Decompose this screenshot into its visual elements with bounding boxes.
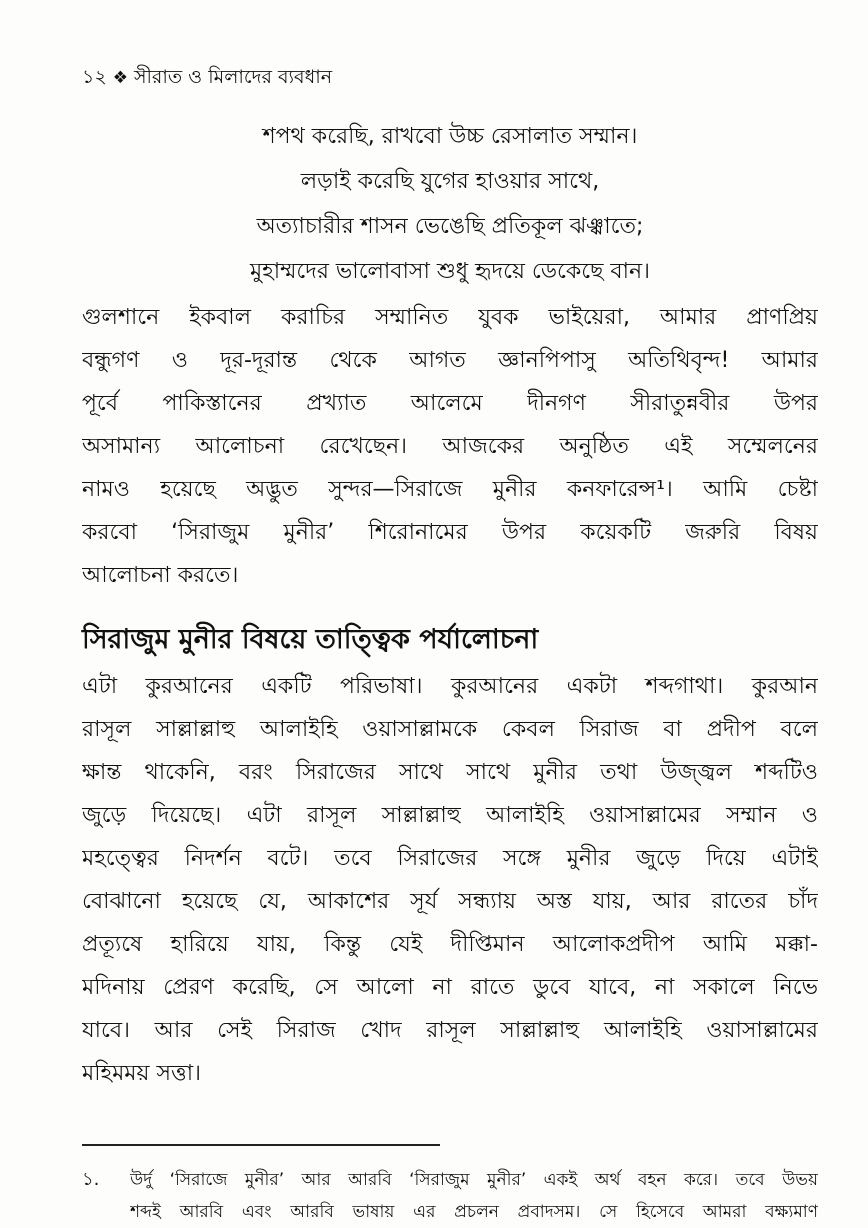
- paragraph-line: পূর্বে পাকিস্তানের প্রখ্যাত আলেমে দীনগণ সীরাতুন্নবীর উপর: [82, 391, 818, 416]
- paragraph-line: এটা কুরআনের একটি পরিভাষা। কুরআনের একটা শব্দগাথা। কুরআন: [82, 674, 818, 699]
- running-header: [82, 62, 332, 93]
- body-paragraph: [82, 665, 818, 1095]
- paragraph-line: বোঝানো হয়েছে যে, আকাশের সূর্য সন্ধ্যায় অস্ত যায়, আর রাতের চাঁদ: [82, 889, 818, 914]
- section-heading: সিরাজুম মুনীর বিষয়ে তাত্ত্বিক পর্যালোচনা: [82, 624, 539, 655]
- ornament-icon: ❖: [112, 68, 128, 88]
- paragraph-line: মহিমময় সত্তা।: [82, 1061, 201, 1086]
- paragraph-line: প্রত্যূষে হারিয়ে যায়, কিন্তু যেই দীপ্তিমান আলোকপ্রদীপ আমি মক্কা-: [82, 932, 818, 957]
- paragraph-line: বন্ধুগণ ও দূর-দূরান্ত থেকে আগত জ্ঞানপিপাসু অতিথিবৃন্দ! আমার: [82, 348, 818, 373]
- footnote-text: [130, 1164, 818, 1228]
- footnote: [82, 1164, 818, 1228]
- verse-line: মুহাম্মদের ভালোবাসা শুধু হৃদয়ে ডেকেছে বান।: [249, 259, 651, 284]
- running-title: সীরাত ও মিলাদের ব্যবধান: [133, 66, 333, 88]
- verse-line: শপথ করেছি, রাখবো উচ্চ রেসালাত সম্মান।: [262, 124, 638, 149]
- intro-paragraph: [82, 296, 818, 597]
- paragraph-line: জুড়ে দিয়েছে। এটা রাসূল সাল্লাল্লাহু আলাইহি ওয়াসাল্লামের সম্মান ও: [82, 803, 818, 828]
- footnote-number: ১.: [82, 1169, 100, 1190]
- page-number: ১২: [82, 66, 107, 88]
- paragraph-line: ক্ষান্ত থাকেনি, বরং সিরাজের সাথে সাথে মুনীর তথা উজ্জ্বল শব্দটিও: [82, 760, 818, 785]
- paragraph-line: মহত্ত্বের নিদর্শন বটে। তবে সিরাজের সঙ্গে মুনীর জুড়ে দিয়ে এটাই: [82, 846, 818, 871]
- paragraph-line: করবো ‘সিরাজুম মুনীর’ শিরোনামের উপর কয়েকটি জরুরি বিষয়: [82, 520, 818, 545]
- verse-line: অত্যাচারীর শাসন ভেঙেছি প্রতিকূল ঝঞ্ঝাতে;: [256, 214, 644, 239]
- footnote-line: উর্দু ‘সিরাজে মুনীর’ আর আরবি ‘সিরাজুম মুনীর’ একই অর্থ বহন করে। তবে উভয়: [130, 1170, 818, 1190]
- paragraph-line: মদিনায় প্রেরণ করেছি, সে আলো না রাতে ডুবে যাবে, না সকালে নিভে: [82, 975, 818, 1000]
- footnote-divider: [82, 1144, 440, 1146]
- paragraph-line: রাসূল সাল্লাল্লাহু আলাইহি ওয়াসাল্লামকে কেবল সিরাজ বা প্রদীপ বলে: [82, 717, 818, 742]
- footnote-line: শব্দই আরবি এবং আরবি ভাষায় এর প্রচলন প্রবাদসম। সে হিসেবে আমরা বক্ষ্যমাণ: [130, 1202, 818, 1222]
- verse-block: [82, 114, 818, 294]
- paragraph-line: আলোচনা করতে।: [82, 563, 239, 588]
- verse-line: লড়াই করেছি যুগের হাওয়ার সাথে,: [300, 169, 600, 194]
- paragraph-line: অসামান্য আলোচনা রেখেছেন। আজকের অনুষ্ঠিত এই সম্মেলনের: [82, 434, 818, 459]
- paragraph-line: নামও হয়েছে অদ্ভুত সুন্দর—সিরাজে মুনীর কনফারেন্স¹। আমি চেষ্টা: [82, 477, 818, 502]
- paragraph-line: গুলশানে ইকবাল করাচির সম্মানিত যুবক ভাইয়েরা, আমার প্রাণপ্রিয়: [82, 305, 818, 330]
- paragraph-line: যাবে। আর সেই সিরাজ খোদ রাসূল সাল্লাল্লাহু আলাইহি ওয়াসাল্লামের: [82, 1018, 818, 1043]
